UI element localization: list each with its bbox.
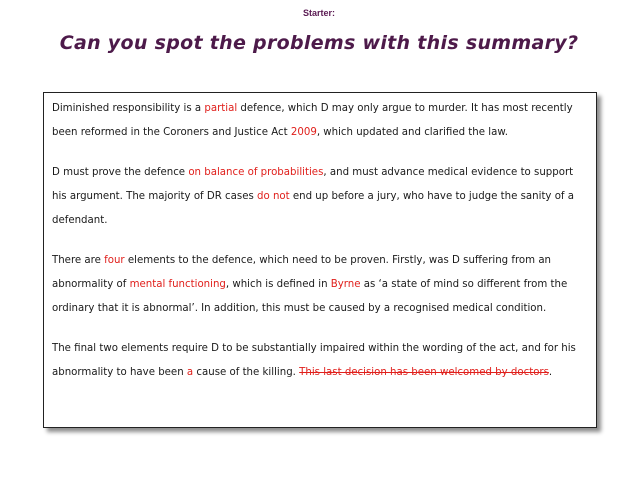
paragraph-spacer <box>52 233 588 249</box>
text-run: end up before a jury, who have to judge the sanity of a defendant. <box>52 191 574 226</box>
summary-paragraph-4 <box>52 337 588 385</box>
text-run: defence, which D may only argue to murder. It has most recently been reformed in the Coroners and Justice Act <box>52 103 573 138</box>
highlighted-error: do not <box>257 191 290 202</box>
text-run: D must prove the defence <box>52 167 189 178</box>
text-run: There are <box>52 255 105 266</box>
highlighted-error: 2009 <box>290 127 317 138</box>
text-run: . <box>548 367 553 378</box>
text-run: , which updated and clarified the law. <box>316 127 508 138</box>
summary-paragraph-2 <box>52 161 588 233</box>
text-run: Diminished responsibility is a <box>52 103 205 114</box>
summary-paragraph-1 <box>52 97 588 145</box>
summary-text-box <box>43 92 597 428</box>
highlighted-error: mental functioning <box>129 279 226 290</box>
text-run: cause of the killing. <box>193 367 300 378</box>
text-run: The final two elements require D to be substantially impaired within the wording of the act, and for his abnormality to have been <box>52 343 576 378</box>
paragraph-spacer <box>52 321 588 337</box>
text-run: as ‘a state of mind so different from the ordinary that it is abnormal’. In addition, this must be caused by a recognised medical condition. <box>52 279 568 314</box>
paragraph-spacer <box>52 145 588 161</box>
slide-title: Can you spot the problems with this summary? <box>59 32 579 54</box>
summary-paragraph-3 <box>52 249 588 321</box>
highlighted-error: Byrne <box>330 279 361 290</box>
highlighted-error: partial <box>204 103 238 114</box>
highlighted-error: a <box>186 367 194 378</box>
text-run: elements to the defence, which need to be proven. Firstly, was D suffering from an abnormality of <box>52 255 552 290</box>
starter-label: Starter: <box>302 8 335 18</box>
highlighted-error: on balance of probabilities <box>188 167 324 178</box>
text-run: , which is defined in <box>225 279 331 290</box>
text-run: , and must advance medical evidence to support his argument. The majority of DR cases <box>52 167 574 202</box>
highlighted-error: four <box>104 255 125 266</box>
struck-through-sentence: This last decision has been welcomed by doctors <box>299 367 549 378</box>
